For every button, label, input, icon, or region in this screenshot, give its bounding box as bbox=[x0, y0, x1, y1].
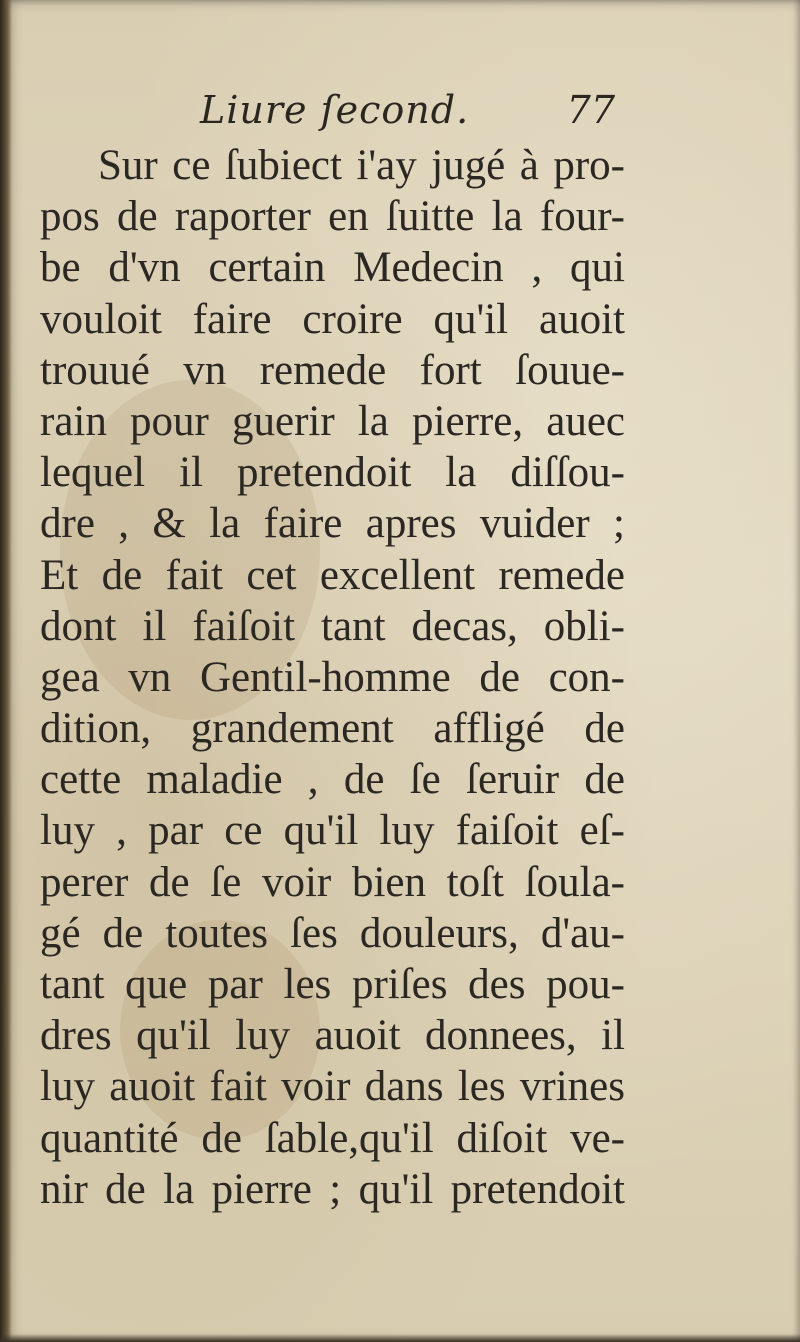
text-line: luy auoit fait voir dans les vrines bbox=[40, 1063, 625, 1111]
text-line: cette maladie , de ſe ſeruir de bbox=[40, 756, 625, 804]
text-line: luy , par ce qu'il luy faiſoit eſ- bbox=[40, 807, 625, 855]
text-line: be d'vn certain Medecin , qui bbox=[40, 244, 625, 292]
page-gutter-shadow bbox=[0, 0, 12, 1342]
text-line: perer de ſe voir bien toſt ſoula- bbox=[40, 858, 625, 906]
text-line: quantité de ſable,qu'il diſoit ve- bbox=[40, 1114, 625, 1162]
text-line: nir de la pierre ; qu'il pretendoit bbox=[40, 1165, 625, 1213]
text-line: rain pour guerir la pierre, auec bbox=[40, 397, 625, 445]
text-line: Et de fait cet excellent remede bbox=[40, 551, 625, 599]
page-header bbox=[195, 82, 635, 142]
running-head: Liure ſecond. bbox=[200, 88, 470, 132]
text-line: trouué vn remede fort ſouue- bbox=[40, 346, 625, 394]
text-line: pos de raporter en ſuitte la four- bbox=[40, 193, 625, 241]
text-line: lequel il pretendoit la diſſou- bbox=[40, 449, 625, 497]
text-line: dition, grandement affligé de bbox=[40, 705, 625, 753]
text-line: tant que par les priſes des pou- bbox=[40, 961, 625, 1008]
text-line: gea vn Gentil-homme de con- bbox=[40, 653, 625, 701]
text-line: gé de toutes ſes douleurs, d'au- bbox=[40, 909, 625, 957]
text-line: vouloit faire croire qu'il auoit bbox=[40, 295, 625, 343]
page-bottom-edge bbox=[0, 1334, 800, 1342]
text-line: dres qu'il luy auoit donnees, il bbox=[40, 1012, 625, 1060]
page-number: 77 bbox=[566, 88, 615, 132]
text-line: dont il faiſoit tant decas, obli- bbox=[40, 602, 625, 650]
body-text bbox=[40, 140, 625, 1215]
text-line: dre , & la faire apres vuider ; bbox=[40, 500, 625, 548]
text-line: Sur ce ſubiect i'ay jugé à pro- bbox=[98, 142, 625, 189]
